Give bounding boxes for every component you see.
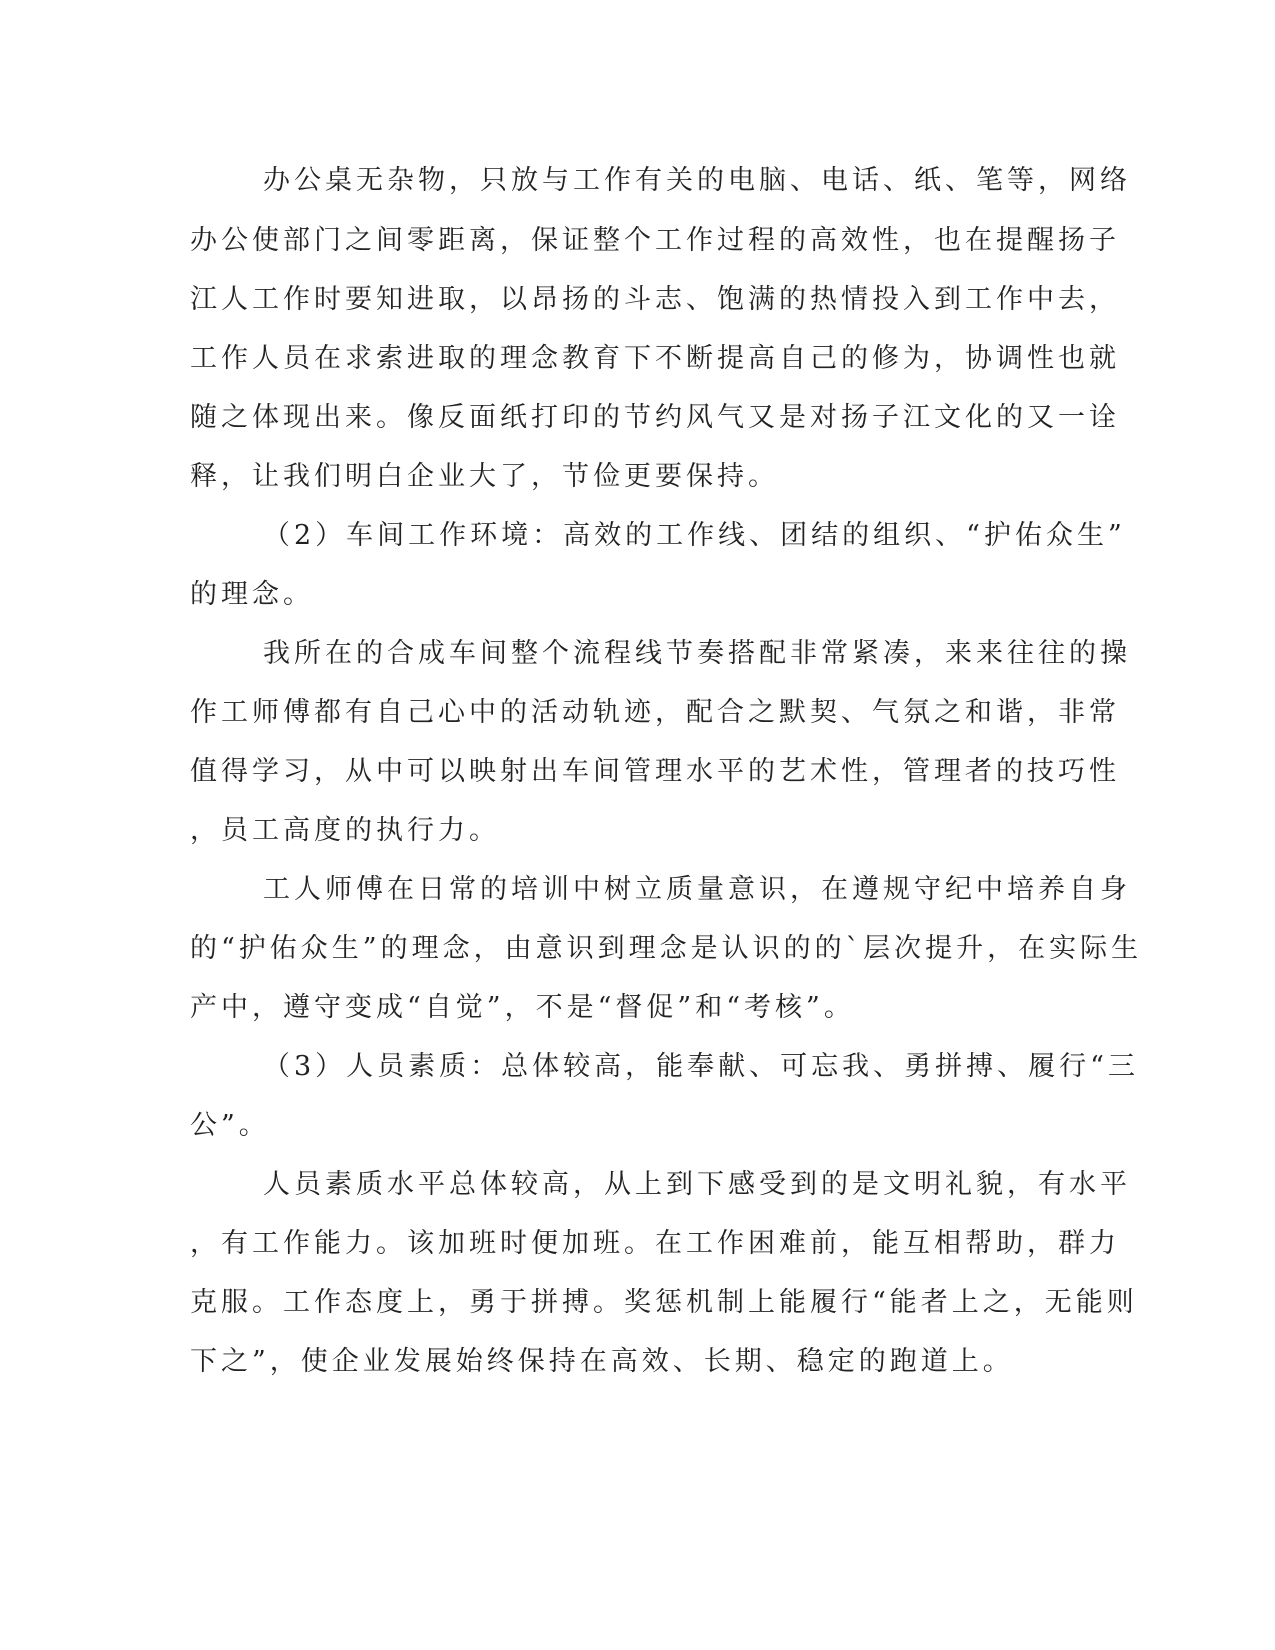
paragraph-line: 办公桌无杂物，只放与工作有关的电脑、电话、纸、笔等，网络 (263, 165, 1131, 196)
paragraph-line: 江人工作时要知进取，以昂扬的斗志、饱满的热情投入到工作中去， (190, 284, 1120, 315)
section-heading: （2）车间工作环境：高效的工作线、团结的组织、“护佑众生” (263, 520, 1126, 551)
paragraph-line: 我所在的合成车间整个流程线节奏搭配非常紧凑，来来往往的操 (263, 638, 1131, 669)
paragraph-line: 克服。工作态度上，勇于拼搏。奖惩机制上能履行“能者上之，无能则 (190, 1287, 1138, 1318)
paragraph-line: 值得学习，从中可以映射出车间管理水平的艺术性，管理者的技巧性 (190, 756, 1120, 787)
paragraph-line: 人员素质水平总体较高，从上到下感受到的是文明礼貌，有水平 (263, 1169, 1131, 1200)
paragraph-line: 工作人员在求索进取的理念教育下不断提高自己的修为，协调性也就 (190, 343, 1120, 374)
paragraph-line: 释，让我们明白企业大了，节俭更要保持。 (190, 461, 779, 492)
paragraph-line: 办公使部门之间零距离，保证整个工作过程的高效性，也在提醒扬子 (190, 225, 1120, 256)
paragraph-line: 产中，遵守变成“自觉”，不是“督促”和“考核”。 (190, 992, 855, 1023)
paragraph-line: ，员工高度的执行力。 (190, 815, 500, 846)
section-heading: 公”。 (190, 1110, 270, 1141)
paragraph-line: 作工师傅都有自己心中的活动轨迹，配合之默契、气氛之和谐，非常 (190, 697, 1120, 728)
paragraph-line: 工人师傅在日常的培训中树立质量意识，在遵规守纪中培养自身 (263, 874, 1131, 905)
paragraph-line: 的“护佑众生”的理念，由意识到理念是认识的的`层次提升，在实际生 (190, 933, 1143, 964)
paragraph-line: 随之体现出来。像反面纸打印的节约风气又是对扬子江文化的又一诠 (190, 402, 1120, 433)
section-heading: （3）人员素质：总体较高，能奉献、可忘我、勇拼搏、履行“三 (263, 1051, 1139, 1082)
paragraph-line: 下之”，使企业发展始终保持在高效、长期、稳定的跑道上。 (190, 1346, 1014, 1377)
paragraph-line: ，有工作能力。该加班时便加班。在工作困难前，能互相帮助，群力 (190, 1228, 1120, 1259)
section-heading: 的理念。 (190, 579, 314, 610)
